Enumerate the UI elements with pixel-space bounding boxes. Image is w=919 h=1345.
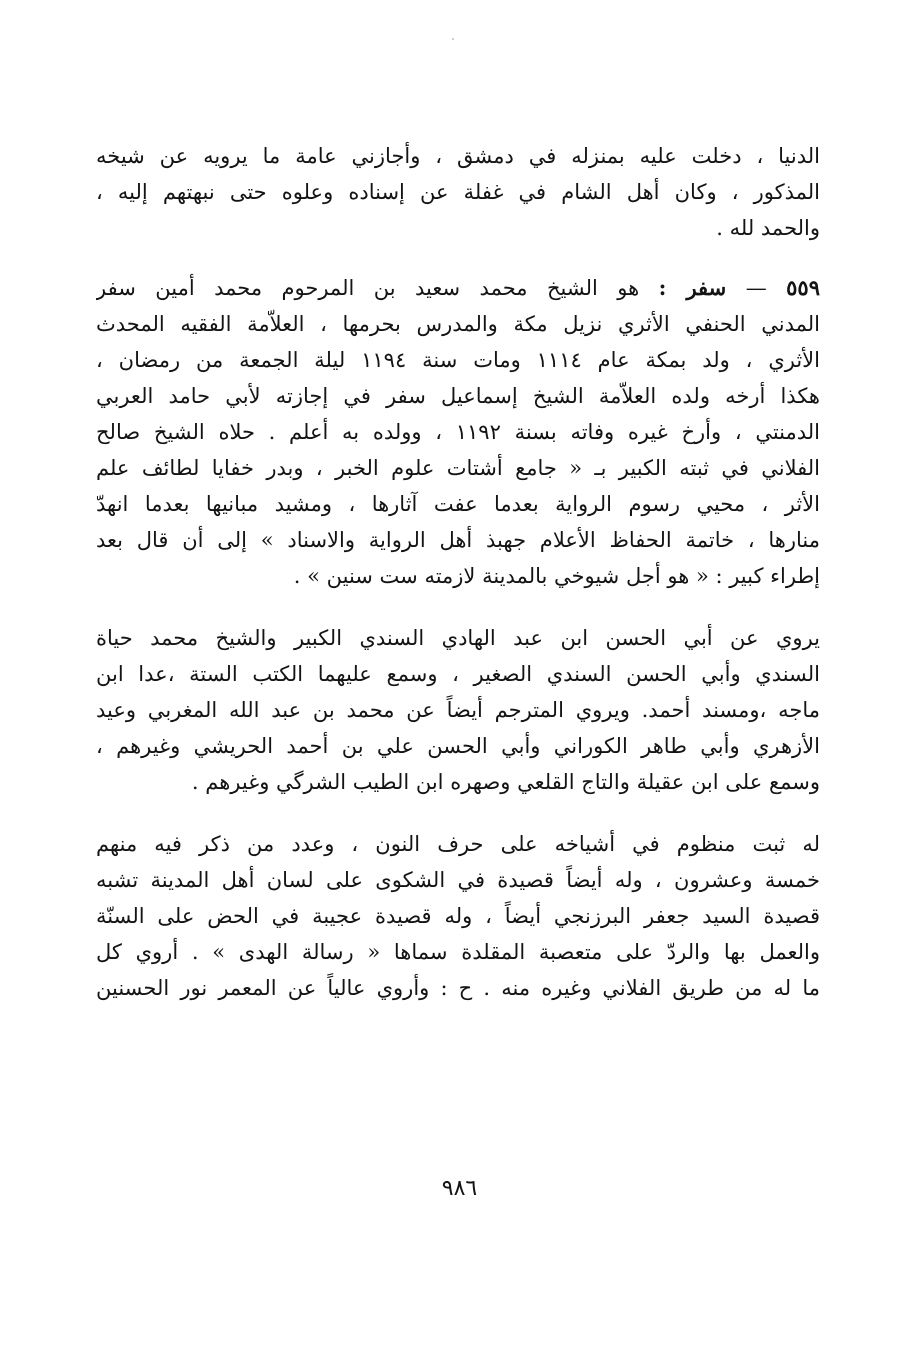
text-line: والعمل بها والردّ على متعصبة المقلدة سماها « رسالة الهدى » . أروي كل (96, 940, 820, 964)
text-line: الأثر ، محيي رسوم الرواية بعدما عفت آثارها ، ومشيد مبانيها بعدما انهدّ (96, 492, 820, 516)
paragraph-3 (96, 620, 820, 800)
text-line: الفلاني في ثبته الكبير بـ « جامع أشتات علوم الخبر ، وبدر خفايا لطائف علم (96, 456, 820, 480)
entry-heading-line (96, 270, 820, 306)
text-line: الدمنتي ، وأرخ غيره وفاته بسنة ١١٩٢ ، وولده به أعلم . حلاه الشيخ صالح (96, 420, 820, 444)
text-line: المدني الحنفي الأثري نزيل مكة والمدرس بحرمها ، العلاّمة الفقيه المحدث (96, 312, 820, 336)
paragraph-1 (96, 138, 820, 246)
text-line: وسمع على ابن عقيلة والتاج القلعي وصهره ابن الطيب الشرگي وغيرهم . (191, 770, 820, 794)
scan-speck (452, 38, 454, 40)
paragraph-4 (96, 826, 820, 1006)
text-line: والحمد لله . (716, 216, 820, 240)
text-line: منارها ، خاتمة الحفاظ الأعلام جهبذ أهل الرواية والاسناد » إلى أن قال بعد (96, 528, 820, 552)
book-page-text (96, 138, 820, 1006)
text-line: الأثري ، ولد بمكة عام ١١١٤ ومات سنة ١١٩٤ ليلة الجمعة من رمضان ، (96, 348, 820, 372)
entry-559 (96, 270, 820, 594)
text-line: خمسة وعشرون ، وله أيضاً قصيدة في الشكوى على لسان أهل المدينة تشبه (96, 868, 820, 892)
text-line: له ثبت منظوم في أشياخه على حرف النون ، وعدد من ذكر فيه منهم (96, 832, 820, 856)
text-line: إطراء كبير : « هو أجل شيوخي بالمدينة لازمته ست سنين » . (293, 564, 820, 588)
text-line: يروي عن أبي الحسن ابن عبد الهادي السندي الكبير والشيخ محمد حياة (96, 626, 820, 650)
text-line: المذكور ، وكان أهل الشام في غفلة عن إسناده وعلوه حتى نبهتهم إليه ، (96, 180, 820, 204)
text-line: هكذا أرخه ولده العلاّمة الشيخ إسماعيل سفر في إجازته لأبي حامد العربي (96, 384, 820, 408)
text-line: ماجه ،ومسند أحمد. ويروي المترجم أيضاً عن محمد بن عبد الله المغربي وعيد (96, 698, 820, 722)
text-line: السندي وأبي الحسن السندي الصغير ، وسمع عليهما الكتب الستة ،عدا ابن (96, 662, 820, 686)
text-line: الدنيا ، دخلت عليه بمنزله في دمشق ، وأجازني عامة ما يرويه عن شيخه (96, 144, 820, 168)
entry-first-line-text: هو الشيخ محمد سعيد بن المرحوم محمد أمين سفر (96, 276, 659, 300)
entry-dash: — (726, 276, 787, 300)
page-number: ٩٨٦ (441, 1176, 478, 1201)
text-line: الأزهري وأبي طاهر الكوراني وأبي الحسن علي بن أحمد الحريشي وغيرهم ، (96, 734, 820, 758)
entry-name: سفر : (658, 275, 727, 300)
text-line: ما له من طريق الفلاني وغيره منه . ح : وأروي عالياً عن المعمر نور الحسنين (96, 976, 820, 1000)
entry-number: ٥٥٩ (786, 275, 820, 300)
text-line: قصيدة السيد جعفر البرزنجي أيضاً ، وله قصيدة عجيبة في الحض على السنّة (96, 904, 820, 928)
